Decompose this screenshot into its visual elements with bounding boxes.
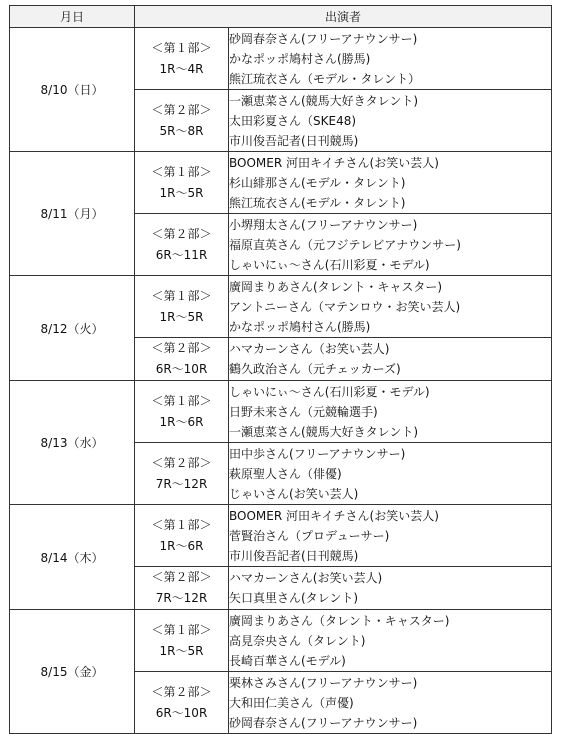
part-cell bbox=[135, 214, 229, 276]
part-cell bbox=[135, 152, 229, 214]
header-row bbox=[10, 6, 552, 28]
date-cell: 8/10（日） bbox=[10, 28, 135, 152]
race-range: 1R～6R bbox=[159, 414, 204, 429]
performer-name: 廣岡まりあさん（タレント・キャスター) bbox=[229, 613, 450, 628]
schedule-row bbox=[10, 28, 552, 90]
schedule-row bbox=[10, 276, 552, 338]
performer-name: 小堺翔太さん(フリーアナウンサー) bbox=[229, 217, 418, 232]
schedule-row bbox=[10, 610, 552, 672]
race-range: 1R～5R bbox=[159, 309, 204, 324]
race-range: 7R～12R bbox=[155, 591, 208, 605]
part-label: ＜第１部＞ bbox=[151, 517, 212, 532]
part-label: ＜第２部＞ bbox=[151, 341, 212, 355]
performer-name: 日野未来さん（元競輪選手) bbox=[229, 404, 378, 419]
part-cell bbox=[135, 610, 229, 672]
performer-name: BOOMER 河田キイチさん(お笑い芸人) bbox=[229, 508, 439, 523]
schedule-table bbox=[9, 5, 552, 734]
date-cell: 8/15（金） bbox=[10, 610, 135, 734]
performer-name: 矢口真里さん(タレント) bbox=[229, 591, 359, 605]
performer-name: じゃいさん(お笑い芸人) bbox=[229, 486, 359, 501]
part-cell bbox=[135, 672, 229, 734]
performer-name: 大和田仁美さん（声優) bbox=[229, 695, 354, 710]
performer-name: しゃいにぃ～さん(石川彩夏・モデル) bbox=[229, 257, 430, 272]
cast-cell bbox=[229, 610, 552, 672]
part-label: ＜第２部＞ bbox=[151, 455, 212, 470]
performer-name: かなポッポ鳩村さん(勝馬) bbox=[229, 319, 371, 334]
cast-cell bbox=[229, 276, 552, 338]
performer-name: 砂岡春奈さん(フリーアナウンサー) bbox=[229, 715, 418, 730]
header-cast: 出演者 bbox=[135, 6, 552, 28]
performer-name: 太田彩夏さん（SKE48) bbox=[229, 113, 357, 128]
performer-name: 熊江琉衣さん(モデル・タレント) bbox=[229, 195, 406, 210]
performer-name: ハマカーンさん（お笑い芸人) bbox=[229, 342, 390, 356]
part-label: ＜第２部＞ bbox=[151, 226, 212, 241]
race-range: 1R～6R bbox=[159, 538, 204, 553]
performer-name: 福原直英さん（元フジテレビアナウンサー) bbox=[229, 237, 461, 252]
performer-name: しゃいにぃ～さん(石川彩夏・モデル) bbox=[229, 384, 430, 399]
part-label: ＜第１部＞ bbox=[151, 622, 212, 637]
part-label: ＜第１部＞ bbox=[151, 40, 212, 55]
performer-name: 菅賢治さん（プロデューサー) bbox=[229, 528, 390, 543]
cast-cell bbox=[229, 567, 552, 610]
cast-cell bbox=[229, 338, 552, 381]
part-cell bbox=[135, 505, 229, 567]
date-cell: 8/11（月） bbox=[10, 152, 135, 276]
race-range: 1R～5R bbox=[159, 643, 204, 658]
date-cell: 8/13（水） bbox=[10, 381, 135, 505]
cast-cell bbox=[229, 505, 552, 567]
performer-name: ハマカーンさん(お笑い芸人) bbox=[229, 571, 383, 585]
cast-cell bbox=[229, 443, 552, 505]
cast-cell bbox=[229, 28, 552, 90]
schedule-row bbox=[10, 152, 552, 214]
performer-name: 鶴久政治さん（元チェッカーズ) bbox=[229, 362, 401, 376]
performer-name: 熊江琉衣さん（モデル・タレント） bbox=[229, 71, 421, 86]
cast-cell bbox=[229, 90, 552, 152]
race-range: 1R～5R bbox=[159, 185, 204, 200]
date-cell: 8/14（木） bbox=[10, 505, 135, 610]
part-label: ＜第１部＞ bbox=[151, 164, 212, 179]
race-range: 7R～12R bbox=[155, 476, 208, 491]
part-label: ＜第１部＞ bbox=[151, 288, 212, 303]
schedule-row bbox=[10, 381, 552, 443]
performer-name: 一瀬恵菜さん(競馬大好きタレント) bbox=[229, 424, 419, 439]
performer-name: 市川俊吾記者(日刊競馬) bbox=[229, 548, 359, 563]
performer-name: 長崎百華さん(モデル) bbox=[229, 653, 346, 668]
schedule-row bbox=[10, 505, 552, 567]
race-range: 5R～8R bbox=[159, 123, 204, 138]
part-cell bbox=[135, 338, 229, 381]
part-cell bbox=[135, 443, 229, 505]
schedule-body bbox=[10, 28, 552, 734]
part-cell bbox=[135, 28, 229, 90]
header-date: 月日 bbox=[10, 6, 135, 28]
performer-name: 砂岡春奈さん(フリーアナウンサー) bbox=[229, 31, 418, 46]
cast-cell bbox=[229, 381, 552, 443]
performer-name: 市川俊吾記者(日刊競馬) bbox=[229, 133, 359, 148]
performer-name: 栗林さみさん(フリーアナウンサー) bbox=[229, 675, 418, 690]
race-range: 1R～4R bbox=[159, 61, 204, 76]
part-label: ＜第２部＞ bbox=[151, 102, 212, 117]
part-cell bbox=[135, 90, 229, 152]
part-cell bbox=[135, 276, 229, 338]
part-label: ＜第２部＞ bbox=[151, 570, 212, 584]
part-cell bbox=[135, 381, 229, 443]
part-cell bbox=[135, 567, 229, 610]
performer-name: 杉山緋那さん(モデル・タレント) bbox=[229, 175, 406, 190]
performer-name: BOOMER 河田キイチさん(お笑い芸人) bbox=[229, 155, 439, 170]
cast-cell bbox=[229, 672, 552, 734]
performer-name: 廣岡まりあさん(タレント・キャスター) bbox=[229, 279, 443, 294]
race-range: 6R～10R bbox=[155, 362, 208, 376]
cast-cell bbox=[229, 214, 552, 276]
part-label: ＜第１部＞ bbox=[151, 393, 212, 408]
performer-name: 萩原聖人さん（俳優) bbox=[229, 466, 342, 481]
date-cell: 8/12（火） bbox=[10, 276, 135, 381]
performer-name: 高見奈央さん（タレント) bbox=[229, 633, 366, 648]
race-range: 6R～10R bbox=[155, 705, 208, 720]
performer-name: かなポッポ鳩村さん(勝馬) bbox=[229, 51, 371, 66]
part-label: ＜第２部＞ bbox=[151, 684, 212, 699]
performer-name: 一瀬恵菜さん(競馬大好きタレント) bbox=[229, 93, 419, 108]
performer-name: 田中歩さん(フリーアナウンサー) bbox=[229, 446, 406, 461]
performer-name: アントニーさん（マテンロウ・お笑い芸人) bbox=[229, 299, 461, 314]
cast-cell bbox=[229, 152, 552, 214]
race-range: 6R～11R bbox=[155, 247, 208, 262]
